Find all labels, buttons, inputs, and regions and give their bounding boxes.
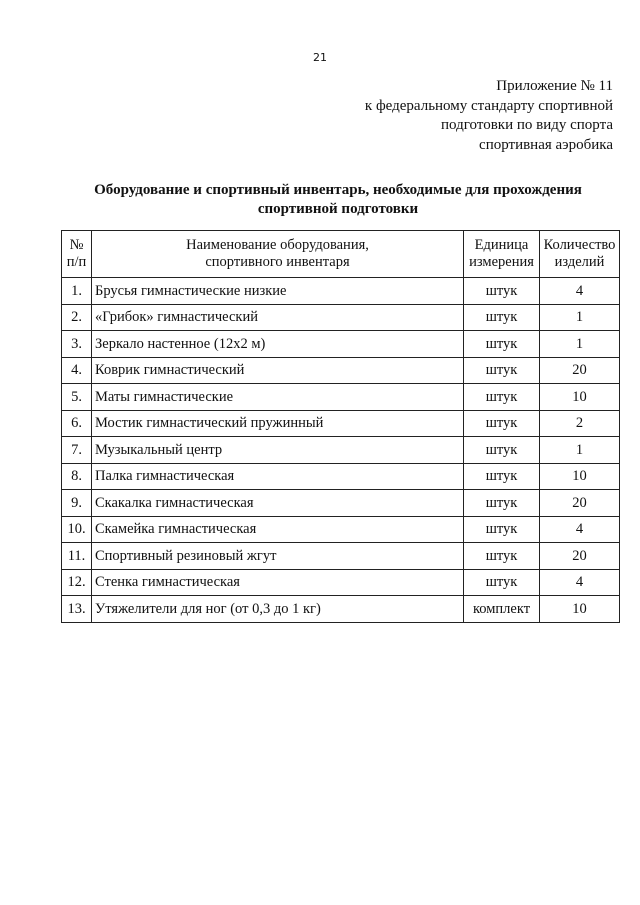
row-number: 2. xyxy=(62,304,92,331)
title-line-1: Оборудование и спортивный инвентарь, необходимые для прохождения xyxy=(94,182,582,198)
table-row xyxy=(62,304,620,331)
row-unit: штук xyxy=(464,516,540,543)
row-quantity: 1 xyxy=(540,304,620,331)
row-number: 6. xyxy=(62,410,92,437)
row-quantity: 20 xyxy=(540,357,620,384)
row-name: Зеркало настенное (12х2 м) xyxy=(92,331,464,358)
row-number: 10. xyxy=(62,516,92,543)
row-name: «Грибок» гимнастический xyxy=(92,304,464,331)
row-number: 8. xyxy=(62,463,92,490)
header-number-line-1: № xyxy=(69,236,84,253)
table-row xyxy=(62,357,620,384)
page-number: 21 xyxy=(313,51,327,64)
row-unit: штук xyxy=(464,463,540,490)
row-number: 4. xyxy=(62,357,92,384)
row-unit: штук xyxy=(464,543,540,570)
header-name-line-1: Наименование оборудования, xyxy=(186,236,369,253)
table-row xyxy=(62,490,620,517)
row-number: 1. xyxy=(62,278,92,305)
table-row xyxy=(62,569,620,596)
header-number-line-2: п/п xyxy=(66,254,87,270)
row-name: Скакалка гимнастическая xyxy=(92,490,464,517)
table-row xyxy=(62,516,620,543)
row-quantity: 20 xyxy=(540,490,620,517)
table-row xyxy=(62,384,620,411)
row-name: Маты гимнастические xyxy=(92,384,464,411)
row-quantity: 4 xyxy=(540,516,620,543)
appendix-line-1: Приложение № 11 xyxy=(496,78,613,94)
row-quantity: 4 xyxy=(540,278,620,305)
row-name: Коврик гимнастический xyxy=(92,357,464,384)
row-number: 5. xyxy=(62,384,92,411)
row-quantity: 10 xyxy=(540,384,620,411)
header-name-line-2: спортивного инвентаря xyxy=(205,254,350,270)
equipment-table xyxy=(61,230,620,623)
row-name: Скамейка гимнастическая xyxy=(92,516,464,543)
row-unit: штук xyxy=(464,490,540,517)
row-unit: штук xyxy=(464,357,540,384)
table-row xyxy=(62,437,620,464)
header-unit xyxy=(464,231,540,278)
row-number: 13. xyxy=(62,596,92,623)
row-number: 11. xyxy=(62,543,92,570)
table-row xyxy=(62,410,620,437)
header-unit-line-2: измерения xyxy=(469,254,534,270)
row-name: Спортивный резиновый жгут xyxy=(92,543,464,570)
row-number: 12. xyxy=(62,569,92,596)
row-unit: штук xyxy=(464,278,540,305)
row-unit: штук xyxy=(464,384,540,411)
row-unit: штук xyxy=(464,437,540,464)
row-unit: штук xyxy=(464,331,540,358)
header-quantity xyxy=(540,231,620,278)
table-row xyxy=(62,331,620,358)
row-quantity: 20 xyxy=(540,543,620,570)
table-row xyxy=(62,543,620,570)
row-quantity: 1 xyxy=(540,437,620,464)
appendix-line-2: к федеральному стандарту спортивной xyxy=(364,97,613,114)
row-quantity: 4 xyxy=(540,569,620,596)
row-quantity: 2 xyxy=(540,410,620,437)
appendix-line-3: подготовки по виду спорта xyxy=(441,117,613,133)
header-unit-line-1: Единица xyxy=(474,236,529,253)
row-quantity: 10 xyxy=(540,596,620,623)
header-name xyxy=(92,231,464,278)
row-name: Мостик гимнастический пружинный xyxy=(92,410,464,437)
row-name: Утяжелители для ног (от 0,3 до 1 кг) xyxy=(92,596,464,623)
row-unit: штук xyxy=(464,569,540,596)
row-number: 9. xyxy=(62,490,92,517)
row-quantity: 1 xyxy=(540,331,620,358)
row-unit: штук xyxy=(464,410,540,437)
row-unit: комплект xyxy=(464,596,540,623)
row-number: 3. xyxy=(62,331,92,358)
document-title xyxy=(60,181,616,219)
row-name: Музыкальный центр xyxy=(92,437,464,464)
row-name: Брусья гимнастические низкие xyxy=(92,278,464,305)
table-header-row xyxy=(62,231,620,278)
header-quantity-line-1: Количество xyxy=(543,236,616,253)
table-row xyxy=(62,596,620,623)
title-line-2: спортивной подготовки xyxy=(257,201,419,217)
row-name: Стенка гимнастическая xyxy=(92,569,464,596)
row-name: Палка гимнастическая xyxy=(92,463,464,490)
appendix-header xyxy=(365,77,613,155)
row-unit: штук xyxy=(464,304,540,331)
row-quantity: 10 xyxy=(540,463,620,490)
header-number xyxy=(62,231,92,278)
table-row xyxy=(62,278,620,305)
table-row xyxy=(62,463,620,490)
header-quantity-line-2: изделий xyxy=(554,254,605,270)
row-number: 7. xyxy=(62,437,92,464)
appendix-line-4: спортивная аэробика xyxy=(479,136,613,153)
